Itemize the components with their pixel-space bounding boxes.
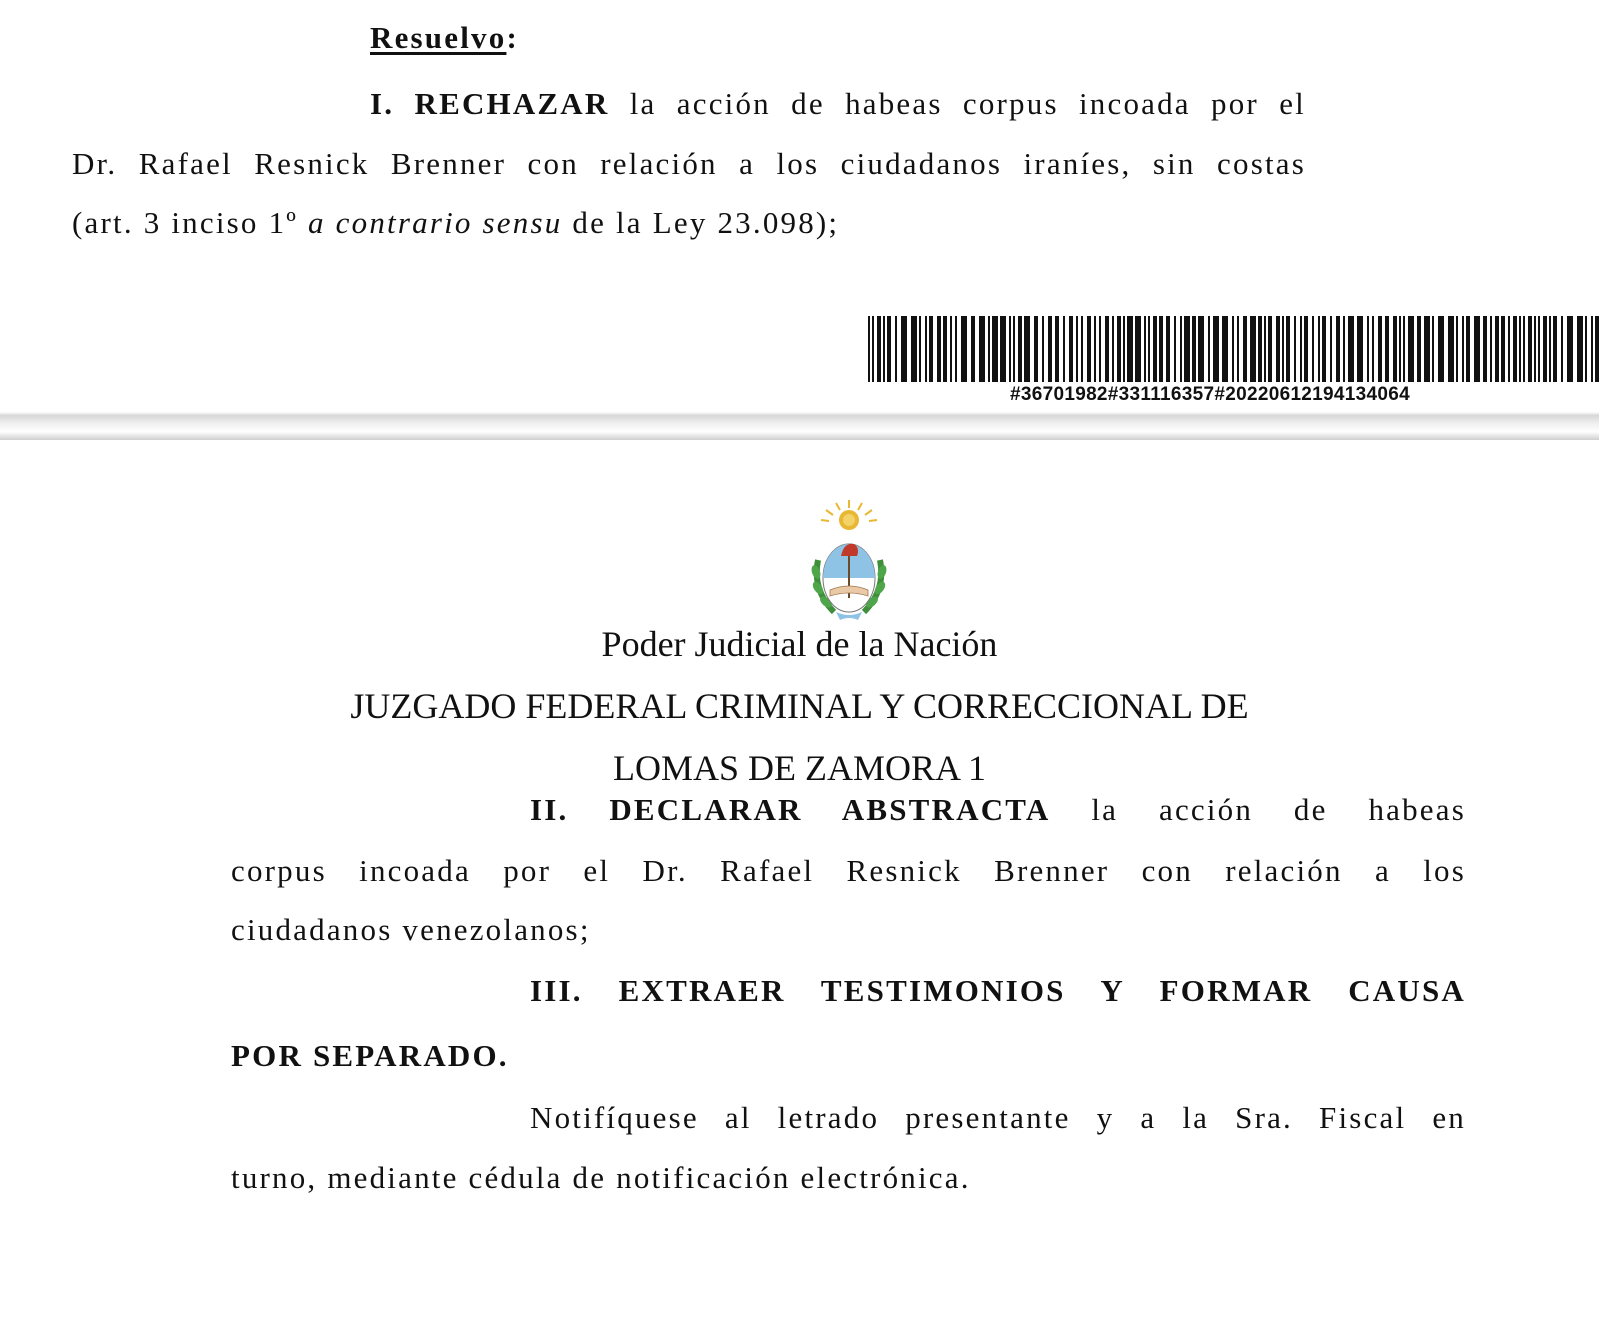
barcode-bar bbox=[955, 316, 957, 382]
barcode-bar bbox=[1348, 316, 1354, 382]
barcode-bar bbox=[901, 316, 907, 382]
item-3-line-1: III. EXTRAER TESTIMONIOS Y FORMAR CAUSA bbox=[530, 973, 1466, 1008]
barcode-bar bbox=[1336, 316, 1340, 382]
item-2-line-1: II. DECLARAR ABSTRACTA la acción de habeas bbox=[530, 792, 1466, 827]
barcode-bar bbox=[895, 316, 897, 382]
barcode-bar bbox=[1174, 316, 1176, 382]
barcode-bar bbox=[1166, 316, 1170, 382]
barcode-bar bbox=[1357, 316, 1363, 382]
barcode-bar bbox=[1081, 316, 1083, 382]
barcode-bar bbox=[1538, 316, 1540, 382]
barcode-bar bbox=[1117, 316, 1121, 382]
item-1-label: I. RECHAZAR bbox=[370, 86, 610, 121]
resolution-heading: Resuelvo: bbox=[370, 20, 519, 55]
barcode-bar bbox=[1148, 316, 1150, 382]
document-page-1 bbox=[0, 0, 1599, 412]
argentina-coat-of-arms-icon bbox=[808, 498, 890, 622]
notification-line-2: turno, mediante cédula de notificación electrónica. bbox=[231, 1160, 971, 1195]
barcode-bar bbox=[1000, 316, 1006, 382]
barcode-bar bbox=[1343, 316, 1345, 382]
item-3-line-2: POR SEPARADO. bbox=[231, 1038, 509, 1073]
barcode-bar bbox=[1294, 316, 1296, 382]
barcode-bar bbox=[1456, 316, 1458, 382]
barcode-bar bbox=[1372, 316, 1374, 382]
barcode-bar bbox=[1099, 316, 1101, 382]
barcode-bar bbox=[1304, 316, 1308, 382]
barcode-bar bbox=[883, 316, 885, 382]
barcode-bar bbox=[1042, 316, 1044, 382]
barcode-bar bbox=[1034, 316, 1038, 382]
barcode-bar bbox=[1213, 316, 1219, 382]
latin-phrase: a contrario sensu bbox=[308, 205, 563, 240]
barcode-bar bbox=[1403, 316, 1405, 382]
page-break-divider bbox=[0, 412, 1599, 440]
barcode-bar bbox=[1561, 316, 1563, 382]
barcode-bar bbox=[1243, 316, 1247, 382]
barcode-bar bbox=[937, 316, 941, 382]
barcode-bar bbox=[1567, 316, 1573, 382]
court-header-line-2: JUZGADO FEDERAL CRIMINAL Y CORRECCIONAL DE bbox=[350, 686, 1249, 726]
resolution-heading-text: Resuelvo bbox=[370, 20, 507, 55]
barcode-bar bbox=[1135, 316, 1141, 382]
barcode-bar bbox=[872, 316, 874, 382]
barcode-bar bbox=[1393, 316, 1397, 382]
barcode-bar bbox=[1276, 316, 1280, 382]
barcode-bar bbox=[1069, 316, 1073, 382]
barcode-bar bbox=[1258, 316, 1262, 382]
barcode-number: #36701982#331116357#20220612194134064 bbox=[1010, 384, 1410, 405]
barcode-bar bbox=[1208, 316, 1210, 382]
notification-line-1: Notifíquese al letrado presentante y a la Sra. Fiscal en bbox=[530, 1100, 1466, 1135]
barcode-bar bbox=[1483, 316, 1487, 382]
barcode-bar bbox=[1528, 316, 1532, 382]
barcode-bar bbox=[1490, 316, 1492, 382]
barcode-bar bbox=[925, 316, 927, 382]
barcode-bar bbox=[1232, 316, 1234, 382]
barcode-bar bbox=[1184, 316, 1190, 382]
barcode-bar bbox=[1018, 316, 1022, 382]
barcode-bar bbox=[1367, 316, 1369, 382]
barcode-bar bbox=[1462, 316, 1464, 382]
barcode-bar bbox=[919, 316, 921, 382]
barcode-bar bbox=[1087, 316, 1091, 382]
barcode-bar bbox=[887, 316, 891, 382]
item-2-line-3: ciudadanos venezolanos; bbox=[231, 912, 591, 947]
barcode-bar bbox=[1153, 316, 1157, 382]
barcode-bar bbox=[1378, 316, 1382, 382]
barcode-bar bbox=[1237, 316, 1239, 382]
barcode-bar bbox=[1144, 316, 1146, 382]
barcode-bar bbox=[1055, 316, 1059, 382]
barcode-bar bbox=[1417, 316, 1421, 382]
barcode-bar bbox=[1048, 316, 1052, 382]
barcode-bar bbox=[1543, 316, 1547, 382]
barcode-bar bbox=[1282, 316, 1284, 382]
barcode-bar bbox=[929, 316, 933, 382]
barcode-bar bbox=[1264, 316, 1266, 382]
barcode-bar bbox=[1127, 316, 1133, 382]
barcode-bar bbox=[1009, 316, 1011, 382]
barcode-bar bbox=[961, 316, 967, 382]
court-header-line-3: LOMAS DE ZAMORA 1 bbox=[612, 748, 987, 788]
barcode-bar bbox=[868, 316, 870, 382]
barcode-bar bbox=[1424, 316, 1430, 382]
barcode-bar bbox=[877, 316, 881, 382]
barcode-bar bbox=[1432, 316, 1434, 382]
barcode-bar bbox=[1286, 316, 1290, 382]
barcode-bar bbox=[1076, 316, 1078, 382]
barcode-bar bbox=[1508, 316, 1510, 382]
barcode-bar bbox=[1519, 316, 1521, 382]
barcode-bar bbox=[971, 316, 975, 382]
barcode-bar bbox=[1192, 316, 1196, 382]
barcode-bar bbox=[1399, 316, 1401, 382]
barcode-bar bbox=[1063, 316, 1065, 382]
barcode-bar bbox=[1013, 316, 1015, 382]
barcode-bar bbox=[1448, 316, 1454, 382]
barcode-bar bbox=[1318, 316, 1320, 382]
barcode-bar bbox=[1250, 316, 1256, 382]
barcode-bar bbox=[1198, 316, 1204, 382]
barcode-bar bbox=[1330, 316, 1332, 382]
barcode-bar bbox=[1438, 316, 1444, 382]
item-1-line-1: I. RECHAZAR la acción de habeas corpus incoada por el bbox=[370, 86, 1306, 121]
barcode-bar bbox=[1466, 316, 1470, 382]
barcode-bar bbox=[1501, 316, 1505, 382]
barcode-bar bbox=[1495, 316, 1499, 382]
barcode-bar bbox=[992, 316, 998, 382]
barcode-bar bbox=[1300, 316, 1302, 382]
barcode-bar bbox=[1094, 316, 1096, 382]
barcode-bar bbox=[1408, 316, 1414, 382]
barcode-bar bbox=[1159, 316, 1163, 382]
barcode-bar bbox=[911, 316, 917, 382]
barcode-bar bbox=[1123, 316, 1125, 382]
barcode-bar bbox=[950, 316, 952, 382]
item-2-label: II. DECLARAR ABSTRACTA bbox=[530, 792, 1051, 827]
barcode-bar bbox=[1474, 316, 1480, 382]
document-barcode bbox=[868, 316, 1599, 382]
document-page-2 bbox=[0, 440, 1599, 1337]
item-2-line-2: corpus incoada por el Dr. Rafael Resnick Brenner con relación a los bbox=[231, 853, 1466, 888]
barcode-bar bbox=[1024, 316, 1030, 382]
barcode-bar bbox=[1585, 316, 1587, 382]
barcode-bar bbox=[979, 316, 985, 382]
item-1-line-2: Dr. Rafael Resnick Brenner con relación a los ciudadanos iraníes, sin costas bbox=[72, 146, 1306, 181]
barcode-bar bbox=[1322, 316, 1326, 382]
barcode-bar bbox=[1385, 316, 1389, 382]
barcode-bar bbox=[1312, 316, 1314, 382]
barcode-bar bbox=[1105, 316, 1109, 382]
barcode-bar bbox=[1112, 316, 1114, 382]
barcode-bar bbox=[988, 316, 990, 382]
barcode-bar bbox=[1595, 316, 1599, 382]
barcode-bar bbox=[1523, 316, 1525, 382]
court-header-line-1: Poder Judicial de la Nación bbox=[601, 624, 998, 664]
barcode-bar bbox=[1222, 316, 1228, 382]
barcode-bar bbox=[1513, 316, 1517, 382]
barcode-bar bbox=[1549, 316, 1551, 382]
barcode-bar bbox=[1534, 316, 1536, 382]
item-1-line-3: (art. 3 inciso 1º a contrario sensu de la Ley 23.098); bbox=[72, 205, 840, 240]
barcode-bar bbox=[943, 316, 947, 382]
barcode-bar bbox=[1553, 316, 1557, 382]
barcode-bar bbox=[1591, 316, 1593, 382]
barcode-bar bbox=[1268, 316, 1272, 382]
barcode-bar bbox=[1180, 316, 1182, 382]
barcode-bar bbox=[1577, 316, 1583, 382]
